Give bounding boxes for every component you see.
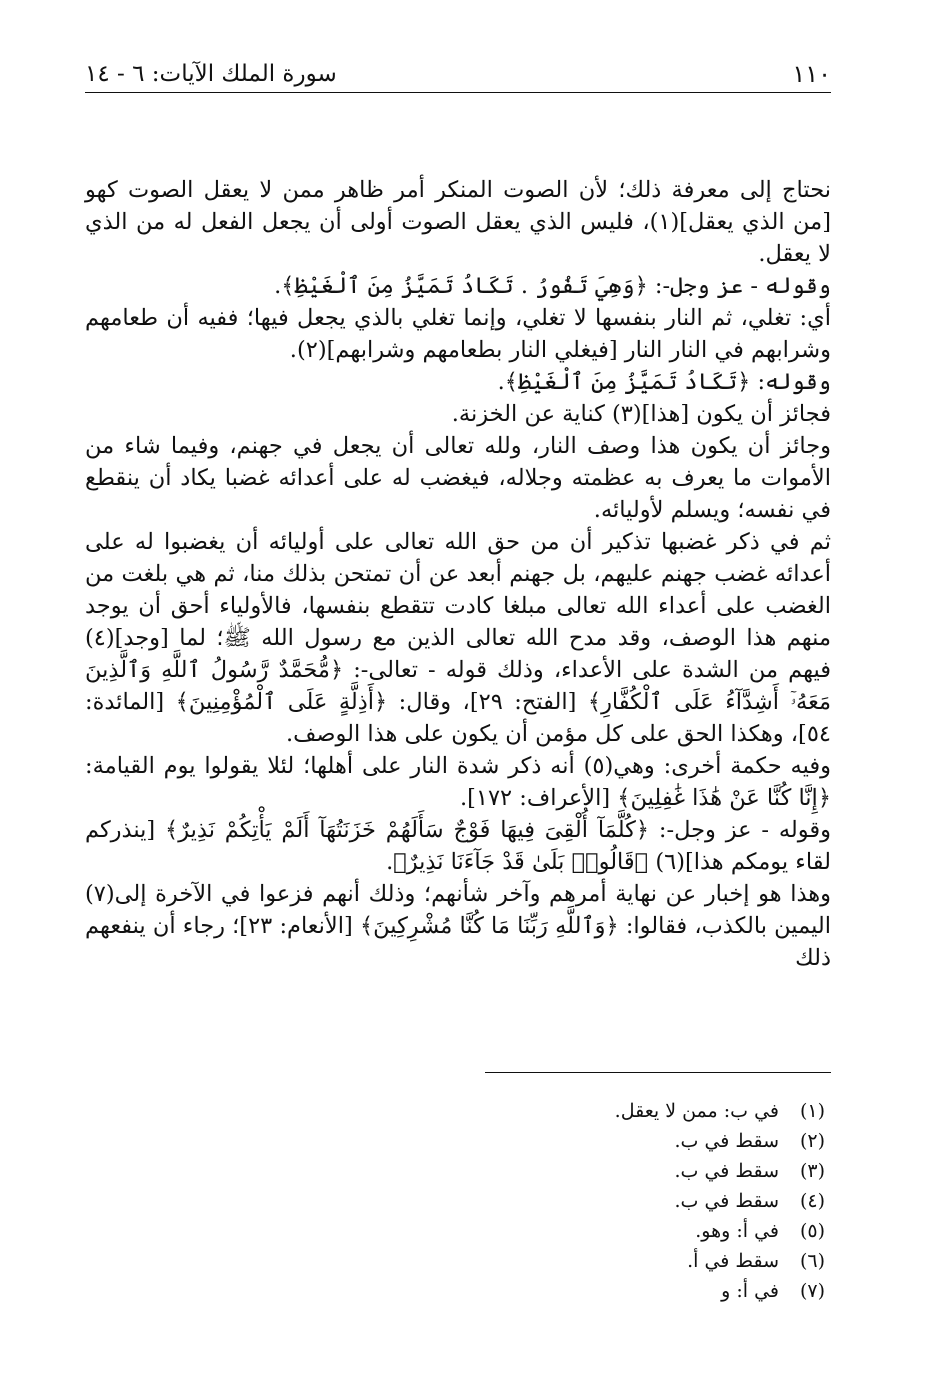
footnote	[85, 1096, 825, 1126]
page-number: ١١٠	[792, 60, 831, 88]
footnote-number: (٦)	[799, 1250, 825, 1272]
paragraph: وفيه حكمة أخرى: وهي(٥) أنه ذكر شدة النار على أهلها؛ لئلا يقولوا يوم القيامة: ﴿إِنَّا كُنَّا عَنْ هَٰذَا غَٰفِلِينَ﴾ [الأعراف: ١٧٢].	[85, 753, 831, 811]
running-header	[85, 56, 831, 93]
footnote-separator	[485, 1072, 831, 1073]
paragraph: وهذا هو إخبار عن نهاية أمرهم وآخر شأنهم؛ وذلك أنهم فزعوا في الآخرة إلى(٧) اليمين بالكذب، فقالوا: ﴿وَٱللَّهِ رَبِّنَا مَا كُنَّا مُشْرِكِينَ﴾ [الأنعام: ٢٣]؛ رجاء أن ينفعهم ذلك	[85, 881, 831, 971]
footnote-text: في أ: و	[721, 1280, 779, 1302]
paragraph: وقوله: ﴿تَكَادُ تَمَيَّزُ مِنَ ٱلْغَيْظِ﴾.	[497, 369, 831, 395]
footnote-number: (١)	[799, 1100, 825, 1122]
footnote-number: (٤)	[799, 1190, 825, 1212]
footnote-number: (٢)	[799, 1130, 825, 1152]
paragraph: وقوله - عز وجل-: ﴿كُلَّمَآ أُلْقِىَ فِيهَا فَوْجٌ سَأَلَهُمْ خَزَنَتُهَآ أَلَمْ يَأْتِكُمْ نَذِيرٌ﴾ [ينذركم لقاء يومكم هذا](٦) ﴿قَالُوا۟ بَلَىٰ قَدْ جَآءَنَا نَذِيرٌ﴾.	[85, 817, 831, 875]
main-text	[85, 174, 831, 974]
footnote-text: سقط في ب.	[674, 1160, 779, 1182]
footnote-number: (٧)	[799, 1280, 825, 1302]
footnote	[85, 1126, 825, 1156]
footnote-number: (٣)	[799, 1160, 825, 1182]
paragraph: فجائز أن يكون [هذا](٣) كناية عن الخزنة.	[451, 401, 831, 427]
footnote-number: (٥)	[799, 1220, 825, 1242]
footnote-text: سقط في ب.	[674, 1190, 779, 1212]
footnote	[85, 1216, 825, 1246]
running-title: سورة الملك الآيات: ٦ - ١٤	[85, 61, 337, 87]
footnote-text: سقط في أ.	[687, 1250, 779, 1272]
footnote	[85, 1276, 825, 1306]
footnote-text: في أ: وهو.	[695, 1220, 779, 1242]
footnote	[85, 1246, 825, 1276]
book-page	[85, 56, 831, 1356]
paragraph: وجائز أن يكون هذا وصف النار، ولله تعالى أن يجعل في جهنم، وفيما شاء من الأموات ما يعرف به عظمته وجلاله، فيغضب له على أعدائه غضبا يكاد أن ينقطع في نفسه؛ ويسلم لأوليائه.	[85, 433, 831, 523]
footnote-text: سقط في ب.	[674, 1130, 779, 1152]
footnote-text: في ب: ممن لا يعقل.	[614, 1100, 779, 1122]
paragraph: وقوله - عز وجل-: ﴿وَهِيَ تَفُورُ . تَكَادُ تَمَيَّزُ مِنَ ٱلْغَيْظِ﴾.	[274, 273, 831, 299]
paragraph: ثم في ذكر غضبها تذكير أن من حق الله تعالى على أوليائه أن يغضبوا له على أعدائه غضب جهنم عليهم، بل جهنم أبعد عن أن تمتحن بذلك منا، ثم هي بلغت من الغضب على أعداء الله تعالى مبلغا كادت تتقطع بنفسها، فالأولياء أحق أن يوجد منهم هذا الوصف، وقد مدح الله تعالى الذين مع رسول الله ﷺ؛ لما [وجد](٤) فيهم من الشدة على الأعداء، وذلك قوله - تعالى-: ﴿مُّحَمَّدٌ رَّسُولُ ٱللَّهِ وَٱلَّذِينَ مَعَهُۥٓ أَشِدَّآءُ عَلَى ٱلْكُفَّارِ﴾ [الفتح: ٢٩]، وقال: ﴿أَذِلَّةٍ عَلَى ٱلْمُؤْمِنِينَ﴾ [المائدة: ٥٤]، وهكذا الحق على كل مؤمن أن يكون على هذا الوصف.	[85, 529, 832, 747]
footnote	[85, 1156, 825, 1186]
paragraph: أي: تغلي، ثم النار بنفسها لا تغلي، وإنما تغلي بالذي يجعل فيها؛ ففيه أن طعامهم وشرابهم في النار النار [فيغلي النار بطعامهم وشرابهم](٢).	[85, 305, 831, 363]
footnote	[85, 1186, 825, 1216]
footnotes	[85, 1096, 825, 1306]
paragraph: نحتاج إلى معرفة ذلك؛ لأن الصوت المنكر أمر ظاهر ممن لا يعقل الصوت كهو [من الذي يعقل](١)، فليس الذي يعقل الصوت أولى أن يجعل الفعل له من الذي لا يعقل.	[85, 177, 831, 267]
